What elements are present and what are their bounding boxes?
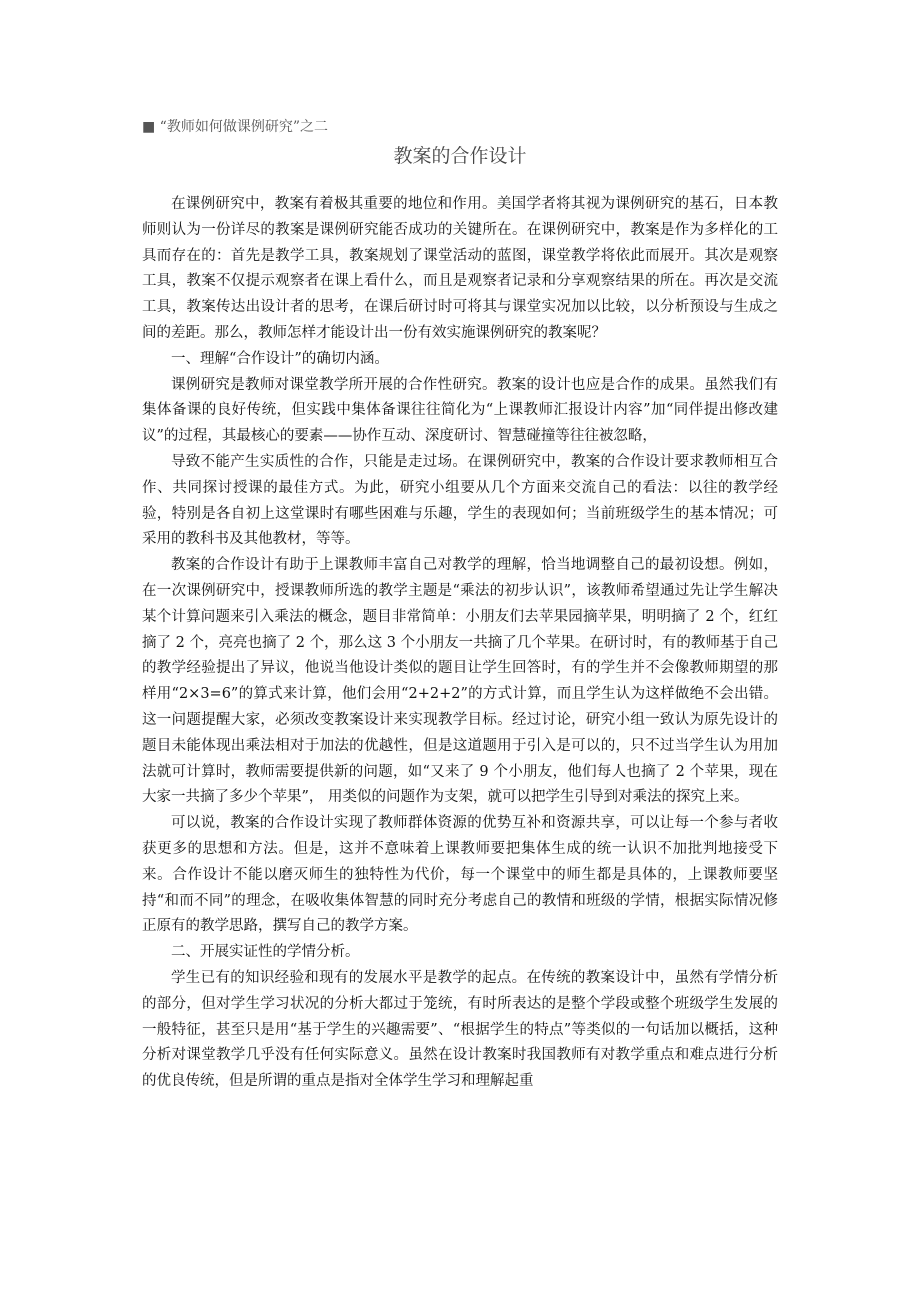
section-heading-2: 二、开展实证性的学情分析。 [171,944,360,961]
paragraph-intro: 在课例研究中，教案有着极其重要的地位和作用。美国学者将其视为课例研究的基石，日本教师则认为一份详尽的教案是课例研究能否成功的关键所在。在课例研究中，教案是作为多样化的工具而存在的：首先是教学工具，教案规划了课堂活动的蓝图，课堂教学将依此而展开。其次是观察工具，教案不仅提示观察者在课上看什么，而且是观察者记录和分享观察结果的所在。再次是交流工具，教案传达出设计者的思考，在课后研讨时可将其与课堂实况加以比较，以分析预设与生成之间的差距。那么，教师怎样才能设计出一份有效实施课例研究的教案呢？ [142,196,778,341]
series-label: ■ “教师如何做课例研究”之二 [142,119,328,135]
section-heading-1: 一、理解“合作设计”的确切内涵。 [171,350,389,367]
paragraph: 教案的合作设计有助于上课教师丰富自己对教学的理解，恰当地调整自己的最初设想。例如，在一次课例研究中，授课教师所选的教学主题是“乘法的初步认识”，该教师希望通过先让学生解决某个计算问题来引入乘法的概念，题目非常简单：小朋友们去苹果园摘苹果，明明摘了 2 个，红红摘了 2 个，亮亮也摘了 2 个，那么这 3 个小朋友一共摘了几个苹果。在研讨时，有的教师基于自己的教学经验提出了异议，他说当他设计类似的题目让学生回答时，有的学生并不会像教师期望的那样用“2×3=6”的算式来计算，他们会用“2+2+2”的方式计算，而且学生认为这样做绝不会出错。这一问题提醒大家，必须改变教案设计来实现教学目标。经过讨论，研究小组一致认为原先设计的题目未能体现出乘法相对于加法的优越性，但是这道题用于引入是可以的，只不过当学生认为用加法就可计算时，教师需要提供新的问题，如“又来了 9 个小朋友，他们每人也摘了 2 个苹果，现在大家一共摘了多少个苹果”， 用类似的问题作为支架，就可以把学生引导到对乘法的探究上来。 [142,557,778,806]
paragraph: 导致不能产生实质性的合作，只能是走过场。在课例研究中，教案的合作设计要求教师相互合作、共同探讨授课的最佳方式。为此，研究小组要从几个方面来交流自己的看法：以往的教学经验，特别是各自初上这堂课时有哪些困难与乐趣，学生的表现如何；当前班级学生的基本情况；可采用的教科书及其他教材，等等。 [142,453,778,548]
paragraph: 可以说，教案的合作设计实现了教师群体资源的优势互补和资源共享，可以让每一个参与者收获更多的思想和方法。但是，这并不意味着上课教师要把集体生成的统一认识不加批判地接受下来。合作设计不能以磨灭师生的独特性为代价，每一个课堂中的师生都是具体的，上课教师要坚持“和而不同”的理念，在吸收集体智慧的同时充分考虑自己的教情和班级的学情，根据实际情况修正原有的教学思路，撰写自己的教学方案。 [142,815,778,935]
document-title: 教案的合作设计 [393,145,527,167]
paragraph: 课例研究是教师对课堂教学所开展的合作性研究。教案的设计也应是合作的成果。虽然我们有集体备课的良好传统，但实践中集体备课往往简化为“上课教师汇报设计内容”加“同伴提出修改建议”的过程，其最核心的要素——协作互动、深度研讨、智慧碰撞等往往被忽略， [142,376,778,445]
document-body [142,192,778,1095]
paragraph: 学生已有的知识经验和现有的发展水平是教学的起点。在传统的教案设计中，虽然有学情分析的部分，但对学生学习状况的分析大都过于笼统，有时所表达的是整个学段或整个班级学生发展的一般特征，甚至只是用“基于学生的兴趣需要”、“根据学生的特点”等类似的一句话加以概括，这种分析对课堂教学几乎没有任何实际意义。虽然在设计教案时我国教师有对教学重点和难点进行分析的优良传统，但是所谓的重点是指对全体学生学习和理解起重 [142,969,778,1090]
